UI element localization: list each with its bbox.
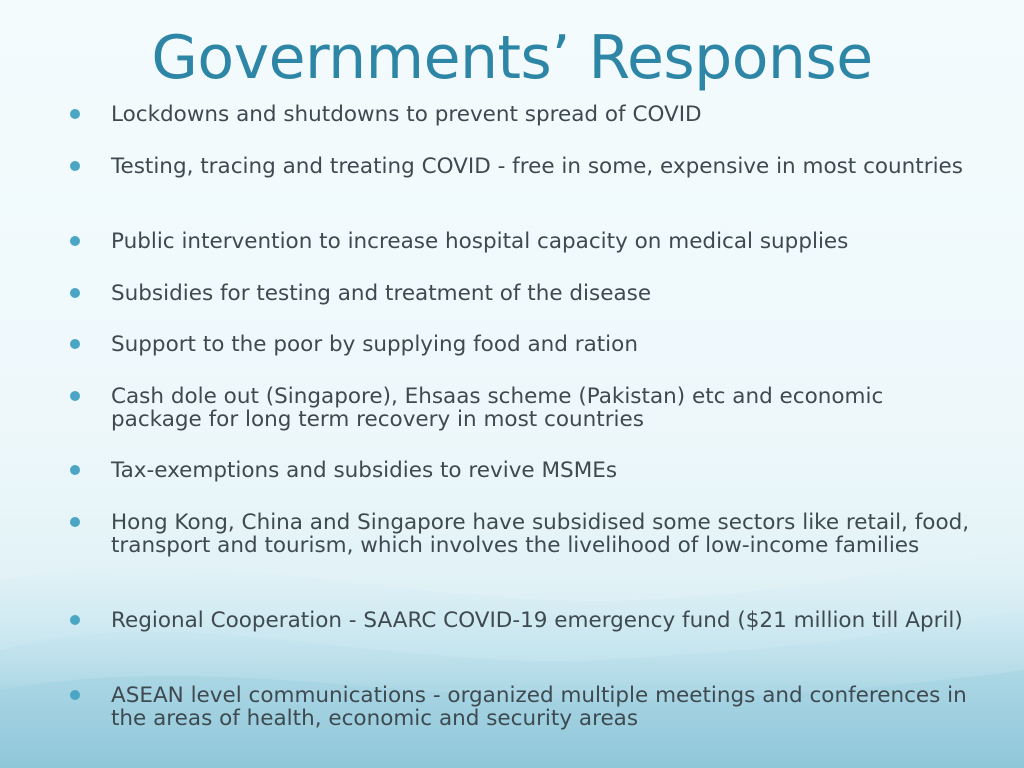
bullet-dot-icon bbox=[70, 161, 80, 171]
bullet-dot-icon bbox=[70, 109, 80, 119]
bullet-dot-icon bbox=[70, 288, 80, 298]
bullet-dot-icon bbox=[70, 690, 80, 700]
slide-title: Governments’ Response bbox=[151, 23, 873, 93]
bullet-dot-icon bbox=[70, 391, 80, 401]
bullet-text: Regional Cooperation - SAARC COVID-19 emergency fund ($21 million till April) bbox=[111, 608, 963, 633]
bullet-text: Hong Kong, China and Singapore have subsidised some sectors like retail, food, transport and tourism, which involves the livelihood of low-income families bbox=[111, 510, 970, 558]
bullet-dot-icon bbox=[70, 465, 80, 475]
bullet-dot-icon bbox=[70, 236, 80, 246]
bullet-dot-icon bbox=[70, 615, 80, 625]
bullet-text: Lockdowns and shutdowns to prevent spread of COVID bbox=[111, 102, 702, 127]
bullet-text: ASEAN level communications - organized multiple meetings and conferences in the areas of health, economic and security areas bbox=[111, 683, 967, 731]
bullet-dot-icon bbox=[70, 339, 80, 349]
bullet-text: Cash dole out (Singapore), Ehsaas scheme (Pakistan) etc and economic package for long term recovery in most countries bbox=[111, 384, 884, 432]
bullet-text: Testing, tracing and treating COVID - free in some, expensive in most countries bbox=[111, 154, 963, 179]
background-wave-decoration bbox=[0, 540, 1024, 768]
bullet-text: Tax-exemptions and subsidies to revive MSMEs bbox=[111, 458, 618, 483]
bullet-text: Support to the poor by supplying food and ration bbox=[111, 332, 638, 357]
bullet-dot-icon bbox=[70, 517, 80, 527]
bullet-text: Subsidies for testing and treatment of the disease bbox=[111, 281, 652, 306]
bullet-text: Public intervention to increase hospital capacity on medical supplies bbox=[111, 229, 849, 254]
